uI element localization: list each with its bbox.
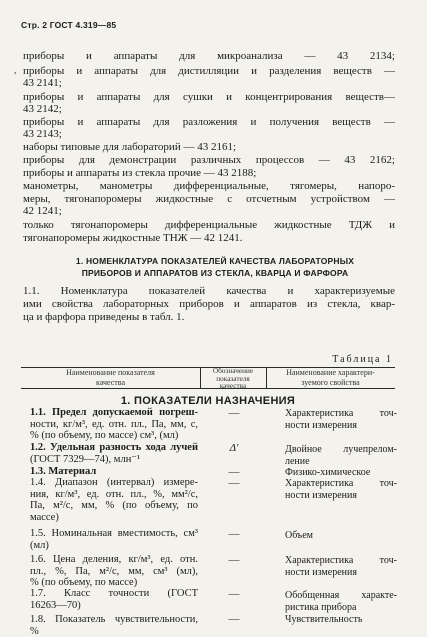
- table-row-8-name: 1.8. Показатель чувствительности, %: [30, 614, 198, 637]
- table-row-7-symbol: —: [228, 588, 240, 600]
- intro-line-10: приборы и аппараты из стекла прочие — 43 2188;: [23, 167, 257, 179]
- intro-line-8: наборы типовые для лабораторий — 43 2161;: [23, 141, 237, 153]
- table-row-1-name: 1.1. Предел допускаемой погреш- ности, кг/м³, ед. отн. пл., Па, мм, с, % (по объему, по массе) см³, (мл): [30, 407, 198, 441]
- intro-line-4: приборы и аппараты для сушки и концентрирования веществ—: [23, 91, 395, 103]
- table-header-property: Наименование характери- зуемого свойства: [286, 368, 375, 387]
- intro-line-3: 43 2141;: [23, 77, 62, 89]
- table-row-2-symbol: Δ′: [229, 442, 239, 454]
- table-row-2-name: 1.2. Удельная разность хода лучей (ГОСТ 7329—74), млн⁻¹: [30, 442, 198, 465]
- table-row-2-property: Двойное лучепрелом- ление: [285, 444, 397, 467]
- table-section-title: 1. ПОКАЗАТЕЛИ НАЗНАЧЕНИЯ: [120, 395, 296, 407]
- table-row-3-name: 1.3. Материал: [30, 466, 97, 477]
- table-header-name: Наименование показателя качества: [66, 368, 155, 387]
- section-para-line-1: 1.1. Номенклатура показателей качества и характеризуемые: [23, 285, 395, 297]
- intro-line-11: манометры, манометры дифференциальные, тягомеры, напоро-: [23, 180, 395, 192]
- table-row-8-property: Чувствительность: [285, 614, 363, 625]
- intro-line-13: 42 1241;: [23, 205, 62, 217]
- intro-line-7: 43 2143;: [23, 128, 62, 140]
- intro-line-5: 43 2142;: [23, 103, 62, 115]
- table-row-7-property: Обобщенная характе- ристика прибора: [285, 590, 397, 613]
- table-row-1-property: Характеристика точ- ности измерения: [285, 408, 397, 431]
- table-row-8-symbol: —: [228, 613, 240, 625]
- table-row-5-property: Объем: [285, 530, 313, 541]
- section-title-line-2: ПРИБОРОВ И АППАРАТОВ ИЗ СТЕКЛА, КВАРЦА И ФАРФОРА: [81, 268, 349, 278]
- table-row-4-name: 1.4. Диапазон (интервал) измере- ния, кг/м³, ед. отн. пл., %, мм²/с, Па, м²/с, мм, % (по объему, по массе): [30, 477, 198, 523]
- intro-line-15: тягонапоромеры жидкостные ТНЖ — 42 1241.: [23, 232, 243, 244]
- intro-line-9: приборы для демонстрации различных процессов — 43 2162;: [23, 154, 395, 166]
- table-row-3-symbol: —: [228, 466, 240, 478]
- intro-line-14: только тягонапоромеры дифференциальные жидкостные ТДЖ и: [23, 219, 395, 231]
- table-label: Таблица 1: [332, 354, 393, 365]
- table-row-4-symbol: —: [228, 477, 240, 489]
- table-header-symbol: Обозначение показателя качества: [212, 366, 254, 390]
- intro-line-1: приборы и аппараты для микроанализа — 43 2134;: [23, 50, 395, 62]
- intro-line-12: меры, тягонапоромеры жидкостные с отсчетным устройством —: [23, 193, 395, 205]
- page-header: Стр. 2 ГОСТ 4.319—85: [21, 20, 117, 30]
- table-row-3-property: Физико-химическое: [285, 467, 371, 478]
- section-para-line-2: ими свойства лабораторных приборов и аппаратов из стекла, квар-: [23, 298, 395, 310]
- intro-line-6: приборы и аппараты для разложения и получения веществ —: [23, 116, 395, 128]
- table-row-5-symbol: —: [228, 528, 240, 540]
- table-row-6-property: Характеристика точ- ности измерения: [285, 555, 397, 578]
- table-row-4-property: Характеристика точ- ности измерения: [285, 478, 397, 501]
- section-para-line-3: ца и фарфора приведены в табл. 1.: [23, 311, 185, 323]
- section-title-line-1: 1. НОМЕНКЛАТУРА ПОКАЗАТЕЛЕЙ КАЧЕСТВА ЛАБОРАТОРНЫХ: [75, 256, 355, 266]
- stray-mark: ,: [14, 65, 17, 75]
- table-row-6-name: 1.6. Цена деления, кг/м³, ед. отн. пл., %, Па, м²/с, мм, см³ (мл), % (по объему, по массе): [30, 554, 198, 588]
- table-row-7-name: 1.7. Класс точности (ГОСТ 16263—70): [30, 588, 198, 611]
- table-row-5-name: 1.5. Номинальная вместимость, см³ (мл): [30, 528, 198, 551]
- intro-line-2: приборы и аппараты для дистилляции и разделения веществ —: [23, 65, 395, 77]
- table-row-1-symbol: —: [228, 407, 240, 419]
- table-row-6-symbol: —: [228, 554, 240, 566]
